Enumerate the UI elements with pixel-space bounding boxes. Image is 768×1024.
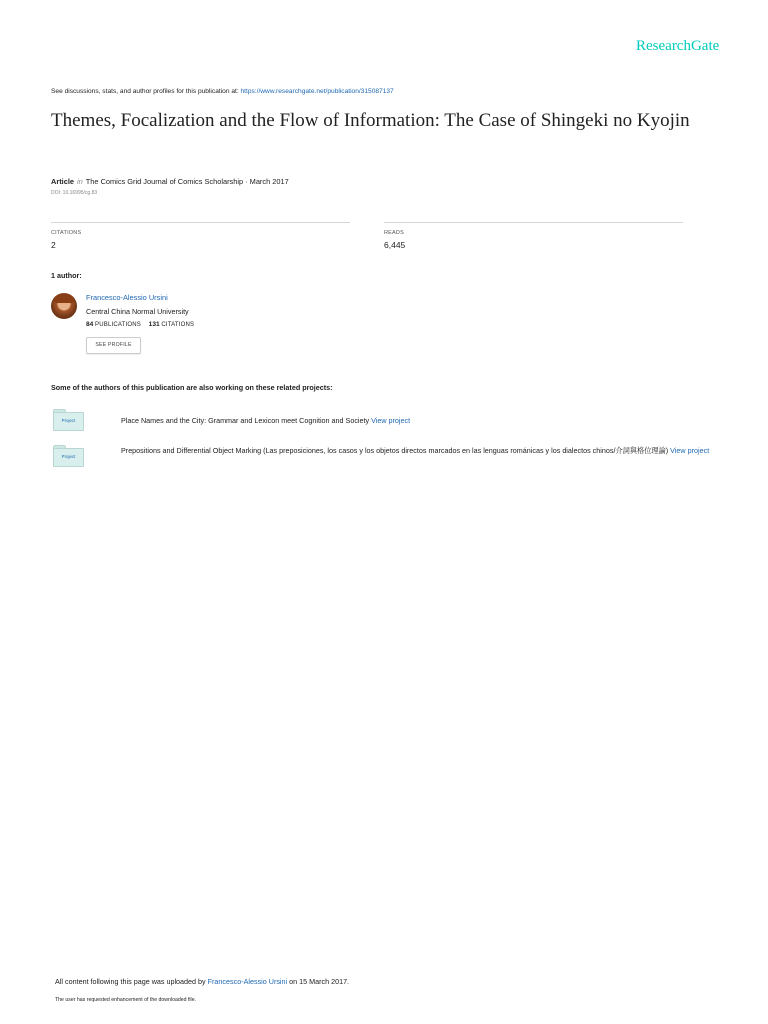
reads-divider xyxy=(384,222,683,223)
publications-label: PUBLICATIONS xyxy=(95,322,141,328)
discussion-line xyxy=(51,88,394,95)
uploader-link[interactable]: Francesco-Alessio Ursini xyxy=(207,977,288,986)
author-institution: Central China Normal University xyxy=(86,307,189,316)
author-avatar[interactable] xyxy=(51,293,77,319)
article-venue[interactable]: The Comics Grid Journal of Comics Scholarship · March 2017 xyxy=(85,177,289,186)
reads-value: 6,445 xyxy=(384,240,406,250)
publications-count: 84 xyxy=(86,321,94,328)
project-folder-icon[interactable] xyxy=(53,445,83,466)
related-project-1 xyxy=(121,414,721,427)
project-title: Place Names and the City: Grammar and Lexicon meet Cognition and Society xyxy=(121,416,370,425)
author-citations-count: 131 xyxy=(148,321,160,328)
citations-label: CITATIONS xyxy=(51,230,82,236)
article-doi: DOI: 10.16995/cg.83 xyxy=(51,190,98,196)
upload-note xyxy=(55,977,349,986)
project-folder-label: Project xyxy=(61,418,76,423)
authors-heading: 1 author: xyxy=(51,271,82,280)
view-project-link[interactable]: View project xyxy=(371,416,411,425)
author-stats xyxy=(86,321,200,328)
reads-label: READS xyxy=(384,230,404,236)
upload-suffix: on 15 March 2017. xyxy=(287,977,350,986)
see-profile-button[interactable]: SEE PROFILE xyxy=(86,337,141,354)
in-word: in xyxy=(77,177,83,186)
citations-value: 2 xyxy=(51,240,56,250)
upload-prefix: All content following this page was uploaded by xyxy=(55,977,208,986)
discussion-prefix: See discussions, stats, and author profiles for this publication at: xyxy=(51,88,241,95)
author-citations-label: CITATIONS xyxy=(161,322,195,328)
project-title: Prepositions and Differential Object Marking (Las preposiciones, los casos y los objetos directos marcados en las lenguas románicas y los dialectos chinos/介詞與格位理論) xyxy=(121,446,669,455)
project-folder-label: Project xyxy=(61,454,76,459)
view-project-link[interactable]: View project xyxy=(670,446,710,455)
author-name-link[interactable]: Francesco-Alessio Ursini xyxy=(86,293,168,302)
enhancement-note: The user has requested enhancement of the downloaded file. xyxy=(55,997,197,1003)
article-title: Themes, Focalization and the Flow of Information: The Case of Shingeki no Kyojin xyxy=(51,110,690,131)
article-meta xyxy=(51,177,289,186)
related-project-2 xyxy=(121,444,716,457)
citations-divider xyxy=(51,222,350,223)
researchgate-logo[interactable]: ResearchGate xyxy=(636,38,720,54)
related-projects-heading: Some of the authors of this publication are also working on these related projects: xyxy=(51,383,333,392)
publication-link[interactable]: https://www.researchgate.net/publication/315087137 xyxy=(240,88,394,95)
article-type: Article xyxy=(51,177,75,186)
project-folder-icon[interactable] xyxy=(53,409,83,430)
